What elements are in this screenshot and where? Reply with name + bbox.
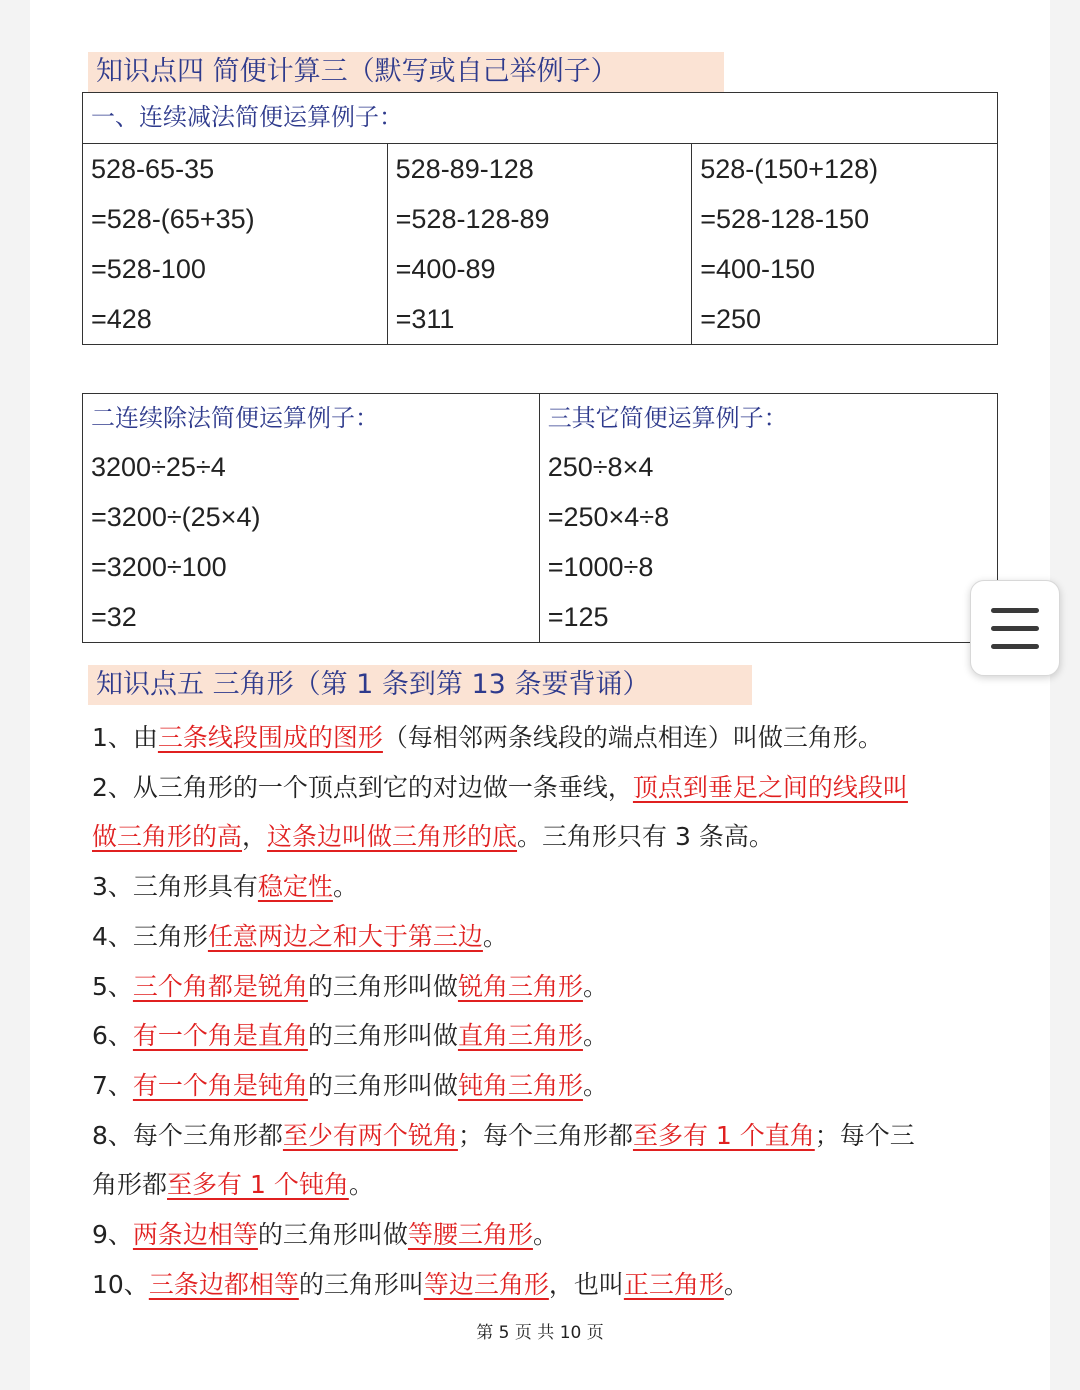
rule-text: 。 <box>723 1269 749 1299</box>
page-number: 第 5 页 共 10 页 <box>476 1323 604 1343</box>
menu-bar <box>991 626 1039 631</box>
highlighted-text: 至少有两个锐角 <box>282 1120 458 1150</box>
highlighted-text: 至多有 1 个直角 <box>632 1120 815 1150</box>
rule-8-continued <box>92 1160 1052 1210</box>
rule-6 <box>92 1011 1052 1061</box>
highlighted-text: 三个角都是锐角 <box>132 971 308 1001</box>
rule-text: 。 <box>482 921 508 951</box>
document-page <box>30 0 1050 1390</box>
rule-text: 的三角形叫做 <box>307 1021 458 1051</box>
triangle-rules <box>92 713 1052 1309</box>
rule-7 <box>92 1061 1052 1111</box>
rule-text: 2、从三角形的一个顶点到它的对边做一条垂线， <box>92 772 633 802</box>
rule-text: ，也叫 <box>548 1269 624 1299</box>
rule-text: 。 <box>332 872 358 902</box>
rule-text: 9、 <box>92 1220 133 1250</box>
other-table-header: 三其它简便运算例子： <box>547 404 788 432</box>
rule-text: 的三角形叫做 <box>307 971 458 1001</box>
calc-line: =3200÷100 <box>91 552 227 582</box>
calc-line: =250×4÷8 <box>547 502 670 532</box>
rule-text: 1、由 <box>92 723 158 752</box>
rule-text: 。 <box>532 1220 558 1250</box>
calc-line: 3200÷25÷4 <box>91 452 226 482</box>
rule-text: 角形都 <box>92 1170 168 1200</box>
rule-text: ；每个三 <box>814 1120 915 1150</box>
highlighted-text: 正三角形 <box>623 1269 724 1299</box>
highlighted-text: 三条线段围成的图形 <box>157 723 383 752</box>
rule-2-continued <box>92 812 1052 862</box>
division-table <box>82 393 998 643</box>
calc-line: 528-(150+128) <box>700 154 879 184</box>
highlighted-text: 三条边都相等 <box>148 1269 299 1299</box>
rule-text: 。三角形只有 3 条高。 <box>517 822 774 852</box>
rule-text: （每相邻两条线段的端点相连）叫做三角形。 <box>382 723 883 752</box>
rule-8 <box>92 1111 1052 1161</box>
calc-line: 250÷8×4 <box>547 452 654 482</box>
rule-5 <box>92 962 1052 1012</box>
calc-line: =3200÷(25×4) <box>91 502 261 532</box>
rule-text: ；每个三角形都 <box>457 1120 633 1150</box>
highlighted-text: 任意两边之和大于第三边 <box>207 921 483 951</box>
rule-text: 。 <box>348 1170 374 1200</box>
highlighted-text: 这条边叫做三角形的底 <box>267 822 518 852</box>
calc-line: =528-(65+35) <box>91 204 255 234</box>
rule-text: 8、每个三角形都 <box>92 1120 283 1150</box>
calc-line: =400-150 <box>700 254 816 284</box>
division-table-header: 二连续除法简便运算例子： <box>91 404 379 432</box>
calc-line: =32 <box>91 602 137 632</box>
rule-9 <box>92 1210 1052 1260</box>
calc-line: 528-89-128 <box>395 154 534 184</box>
highlighted-text: 有一个角是直角 <box>132 1021 308 1051</box>
section4-heading: 知识点四 简便计算三（默写或自己举例子） <box>88 52 724 92</box>
calc-line: =528-128-89 <box>395 204 550 234</box>
rule-text: ， <box>242 822 268 852</box>
highlighted-text: 至多有 1 个钝角 <box>167 1170 349 1200</box>
menu-bar <box>991 644 1039 649</box>
section5-heading: 知识点五 三角形（第 1 条到第 13 条要背诵） <box>88 665 752 705</box>
rule-text: 。 <box>582 971 608 1001</box>
rule-text: 的三角形叫 <box>298 1269 424 1299</box>
highlighted-text: 直角三角形 <box>457 1021 583 1051</box>
rule-3 <box>92 862 1052 912</box>
rule-text: 6、 <box>92 1021 133 1051</box>
calc-line: =125 <box>547 602 609 632</box>
highlighted-text: 顶点到垂足之间的线段叫 <box>632 772 908 802</box>
rule-text: 3、三角形具有 <box>92 872 258 902</box>
calc-line: =1000÷8 <box>547 552 654 582</box>
highlighted-text: 等边三角形 <box>423 1269 549 1299</box>
rule-text: 的三角形叫做 <box>257 1220 408 1250</box>
rule-4 <box>92 912 1052 962</box>
rule-text: 的三角形叫做 <box>307 1070 458 1100</box>
subtraction-table <box>82 92 998 345</box>
subtraction-table-header: 一、连续减法简便运算例子： <box>91 103 403 131</box>
menu-bar <box>991 608 1039 613</box>
highlighted-text: 稳定性 <box>257 872 333 902</box>
highlighted-text: 锐角三角形 <box>457 971 583 1001</box>
rule-text: 4、三角形 <box>92 921 208 951</box>
calc-line: =400-89 <box>395 254 496 284</box>
calc-line: 528-65-35 <box>91 154 215 184</box>
calc-line: =528-128-150 <box>700 204 870 234</box>
rule-2 <box>92 763 1052 813</box>
calc-line: =428 <box>91 304 152 334</box>
highlighted-text: 有一个角是钝角 <box>132 1070 308 1100</box>
rule-text: 。 <box>582 1070 608 1100</box>
rule-text: 10、 <box>92 1269 149 1299</box>
calc-line: =311 <box>395 304 455 334</box>
rule-text: 。 <box>582 1021 608 1051</box>
calc-line: =250 <box>700 304 762 334</box>
calc-line: =528-100 <box>91 254 206 284</box>
rule-1 <box>92 713 1052 763</box>
highlighted-text: 钝角三角形 <box>457 1070 583 1100</box>
highlighted-text: 等腰三角形 <box>407 1220 533 1250</box>
highlighted-text: 做三角形的高 <box>92 822 243 852</box>
rule-text: 5、 <box>92 971 133 1001</box>
rule-text: 7、 <box>92 1070 133 1100</box>
rule-10 <box>92 1260 1052 1310</box>
hamburger-menu-icon[interactable] <box>970 580 1060 676</box>
highlighted-text: 两条边相等 <box>132 1220 258 1250</box>
